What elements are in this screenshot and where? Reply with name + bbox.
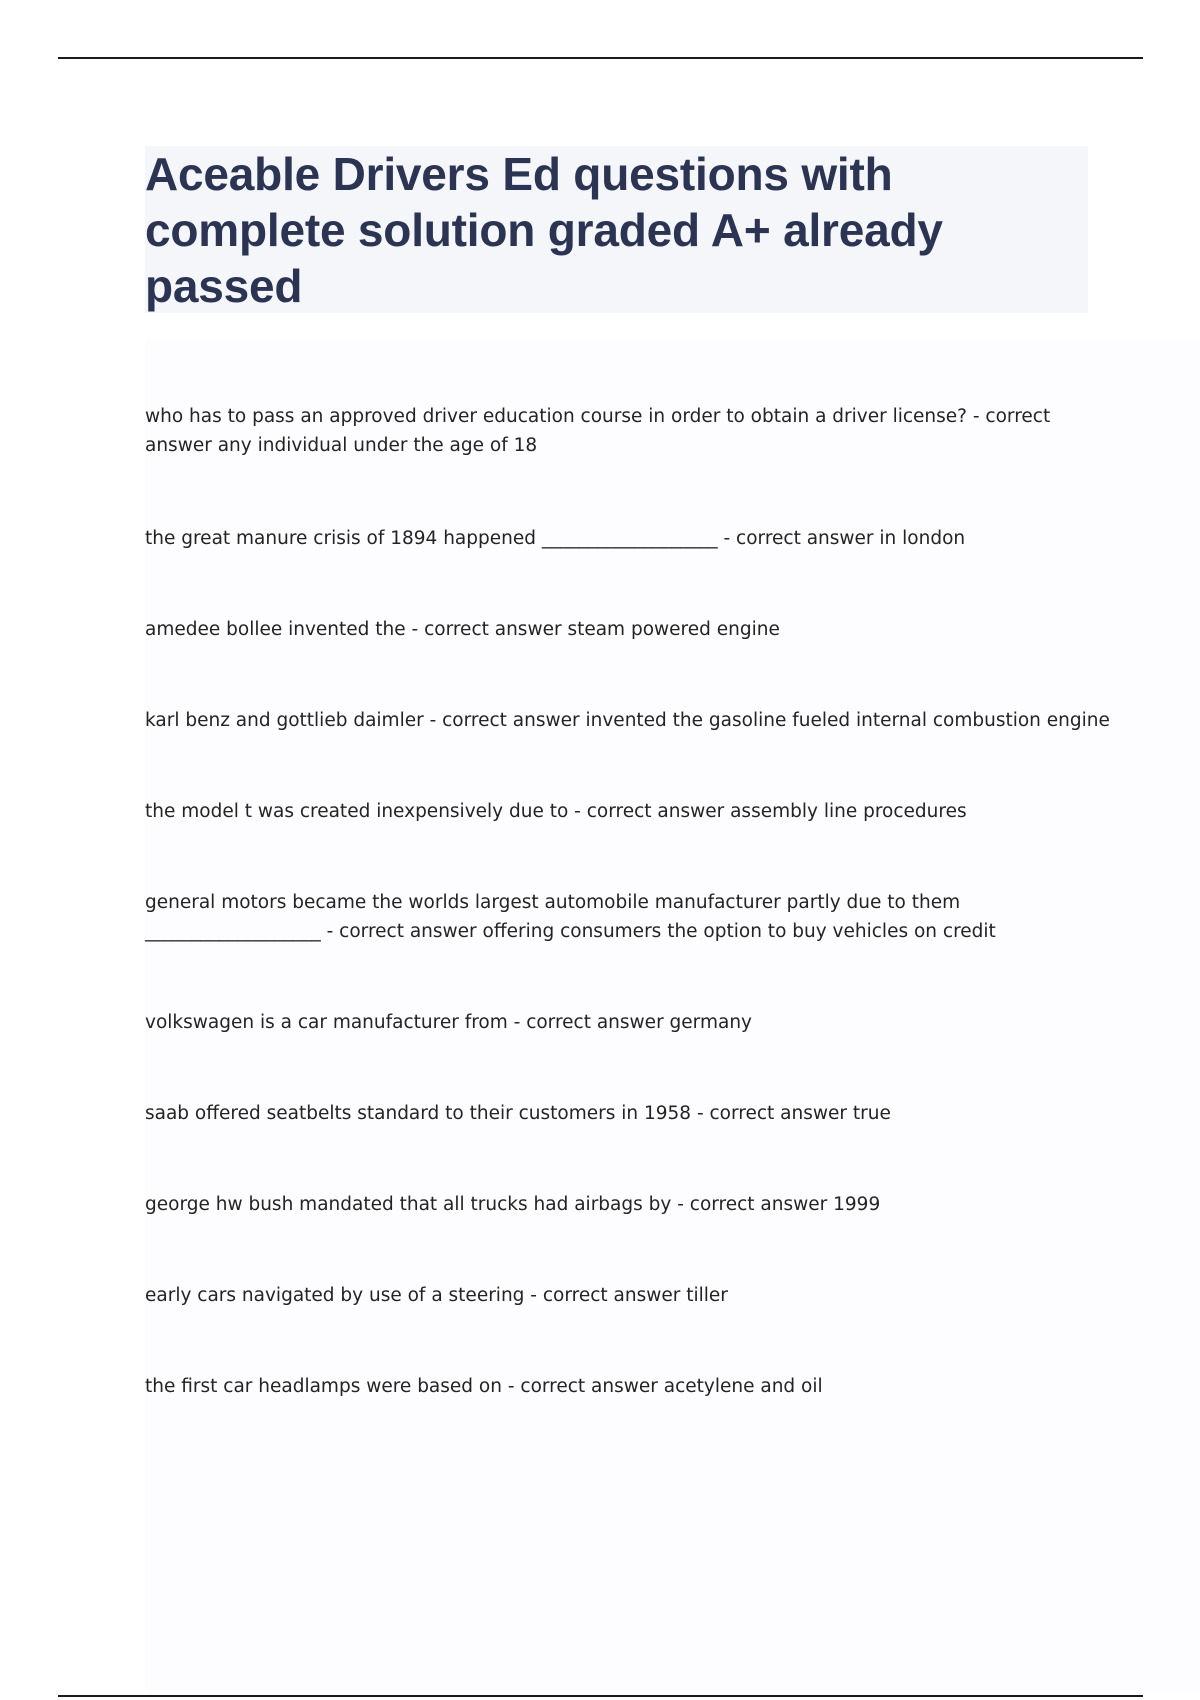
qa-item <box>145 706 1110 735</box>
qa-line: volkswagen is a car manufacturer from - correct answer germany <box>145 1012 752 1033</box>
qa-line: amedee bollee invented the - correct answer steam powered engine <box>145 619 780 640</box>
qa-line: ___________________ - correct answer offering consumers the option to buy vehicles on credit <box>145 921 996 942</box>
qa-item <box>145 402 1085 460</box>
qa-item <box>145 1372 1085 1401</box>
qa-line: the great manure crisis of 1894 happened ___________________ - correct answer in london <box>145 528 966 549</box>
qa-item <box>145 797 1085 826</box>
qa-line: answer any individual under the age of 18 <box>145 435 538 456</box>
qa-item <box>145 888 1085 946</box>
qa-line: the model t was created inexpensively due to - correct answer assembly line procedures <box>145 801 967 822</box>
qa-line: early cars navigated by use of a steering - correct answer tiller <box>145 1285 728 1306</box>
qa-item <box>145 1099 1085 1128</box>
qa-line: the first car headlamps were based on - correct answer acetylene and oil <box>145 1376 823 1397</box>
qa-line: karl benz and gottlieb daimler - correct answer invented the gasoline fueled internal combustion engine <box>145 710 1110 731</box>
qa-line: who has to pass an approved driver education course in order to obtain a driver license? - correct <box>145 406 1051 427</box>
qa-item <box>145 524 1085 553</box>
qa-item <box>145 1008 1085 1037</box>
qa-item <box>145 1190 1085 1219</box>
qa-item <box>145 1281 1085 1310</box>
document-title: Aceable Drivers Ed questions with complete solution graded A+ already passed <box>145 148 943 312</box>
qa-line: general motors became the worlds largest automobile manufacturer partly due to them <box>145 892 961 913</box>
bottom-rule <box>58 1695 1143 1697</box>
qa-item <box>145 615 1085 644</box>
qa-line: george hw bush mandated that all trucks had airbags by - correct answer 1999 <box>145 1194 881 1215</box>
top-rule <box>58 57 1143 59</box>
qa-line: saab offered seatbelts standard to their customers in 1958 - correct answer true <box>145 1103 891 1124</box>
